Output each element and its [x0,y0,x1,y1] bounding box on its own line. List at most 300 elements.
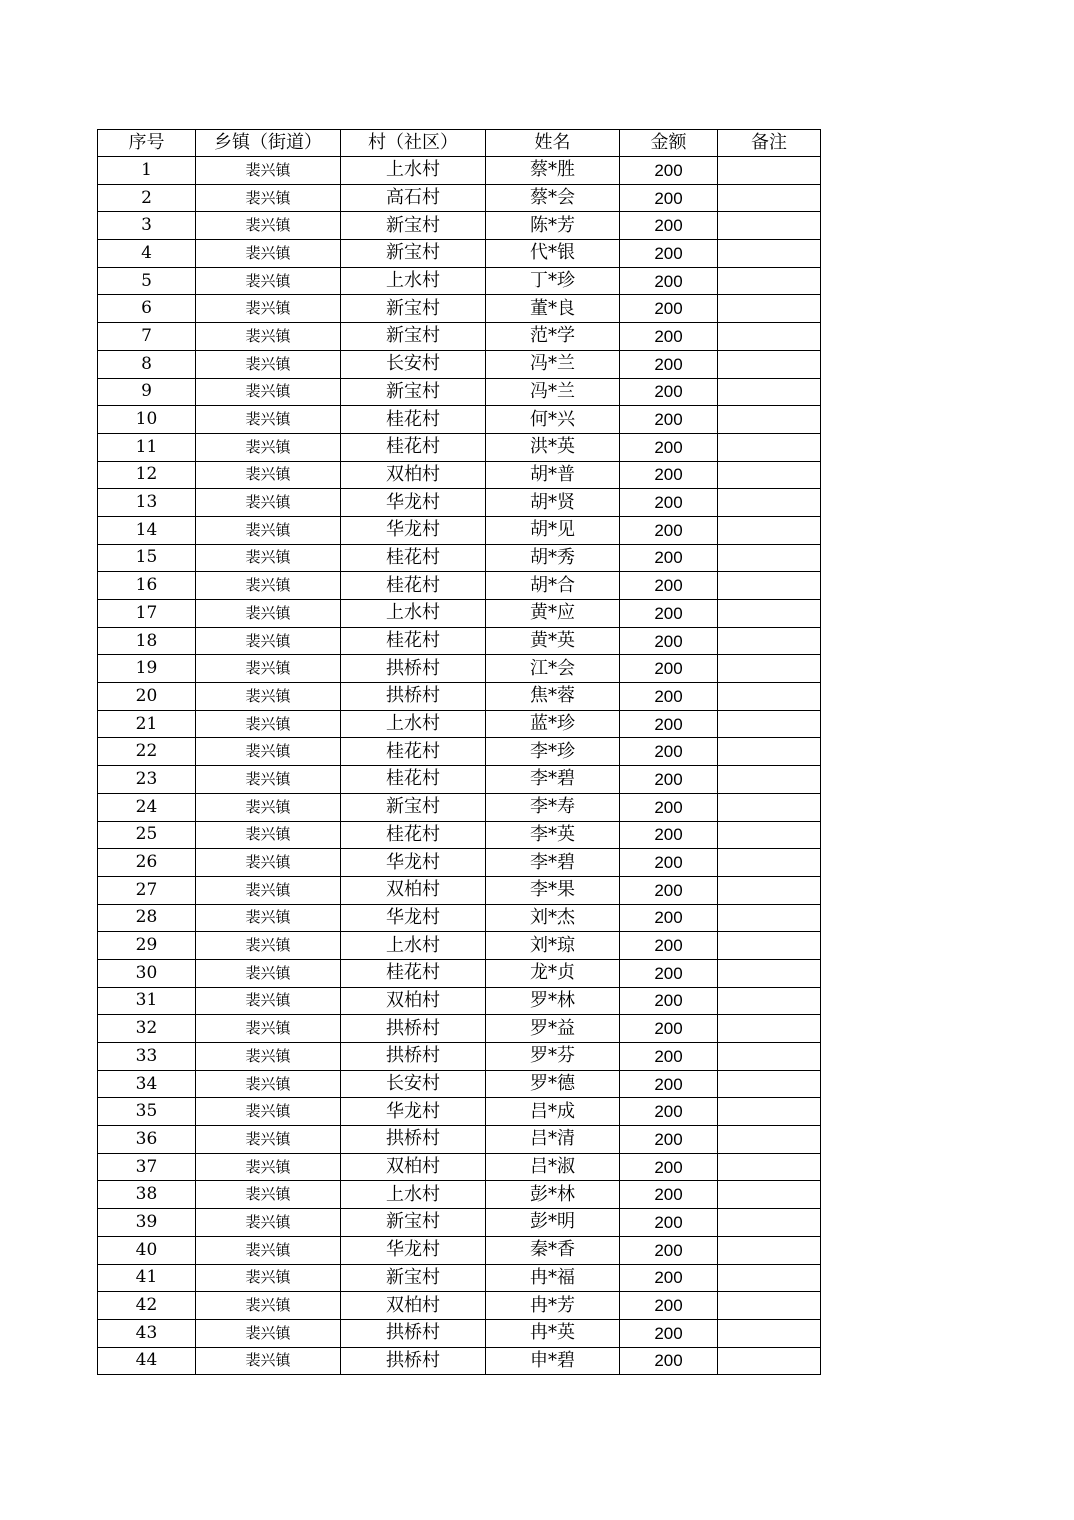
cell-village: 拱桥村 [341,683,486,711]
table-row [98,1319,821,1347]
cell-village: 拱桥村 [341,655,486,683]
cell-village: 桂花村 [341,406,486,434]
cell-name: 陈*芳 [486,212,620,240]
table-row [98,793,821,821]
cell-note [718,600,821,628]
cell-name: 冉*芳 [486,1292,620,1320]
table-row [98,1264,821,1292]
cell-amount: 200 [620,544,718,572]
cell-town: 裴兴镇 [196,1070,341,1098]
cell-town: 裴兴镇 [196,240,341,268]
header-amount: 金额 [620,130,718,157]
cell-seq: 19 [98,655,196,683]
cell-village: 上水村 [341,600,486,628]
cell-village: 拱桥村 [341,1043,486,1071]
table-row [98,378,821,406]
cell-seq: 18 [98,627,196,655]
cell-town: 裴兴镇 [196,184,341,212]
table-row [98,1153,821,1181]
cell-note [718,350,821,378]
cell-note [718,378,821,406]
cell-seq: 11 [98,433,196,461]
cell-amount: 200 [620,323,718,351]
table-header [98,130,821,157]
cell-seq: 12 [98,461,196,489]
cell-amount: 200 [620,600,718,628]
cell-village: 桂花村 [341,738,486,766]
header-name: 姓名 [486,130,620,157]
table-row [98,710,821,738]
cell-seq: 32 [98,1015,196,1043]
cell-seq: 20 [98,683,196,711]
cell-note [718,1209,821,1237]
cell-note [718,1126,821,1154]
cell-village: 华龙村 [341,489,486,517]
cell-name: 胡*普 [486,461,620,489]
cell-seq: 44 [98,1347,196,1375]
cell-amount: 200 [620,1347,718,1375]
cell-name: 李*寿 [486,793,620,821]
cell-note [718,987,821,1015]
table-row [98,433,821,461]
cell-amount: 200 [620,1153,718,1181]
cell-amount: 200 [620,378,718,406]
cell-seq: 7 [98,323,196,351]
cell-village: 拱桥村 [341,1126,486,1154]
table-row [98,323,821,351]
cell-village: 新宝村 [341,793,486,821]
cell-seq: 36 [98,1126,196,1154]
table-row [98,987,821,1015]
cell-name: 焦*蓉 [486,683,620,711]
cell-village: 上水村 [341,1181,486,1209]
table-row [98,876,821,904]
cell-note [718,655,821,683]
cell-note [718,295,821,323]
cell-village: 拱桥村 [341,1347,486,1375]
cell-amount: 200 [620,932,718,960]
table-row [98,1070,821,1098]
cell-note [718,1070,821,1098]
cell-village: 华龙村 [341,1098,486,1126]
cell-note [718,876,821,904]
cell-town: 裴兴镇 [196,876,341,904]
cell-town: 裴兴镇 [196,793,341,821]
cell-seq: 38 [98,1181,196,1209]
cell-seq: 25 [98,821,196,849]
cell-village: 桂花村 [341,959,486,987]
cell-village: 桂花村 [341,433,486,461]
cell-name: 冯*兰 [486,350,620,378]
cell-town: 裴兴镇 [196,627,341,655]
cell-note [718,240,821,268]
cell-seq: 3 [98,212,196,240]
cell-seq: 4 [98,240,196,268]
cell-amount: 200 [620,1015,718,1043]
cell-note [718,323,821,351]
cell-name: 李*碧 [486,849,620,877]
cell-name: 代*银 [486,240,620,268]
cell-seq: 29 [98,932,196,960]
cell-name: 江*会 [486,655,620,683]
cell-name: 黄*英 [486,627,620,655]
cell-note [718,1153,821,1181]
cell-town: 裴兴镇 [196,683,341,711]
table-row [98,1292,821,1320]
header-village: 村（社区） [341,130,486,157]
cell-town: 裴兴镇 [196,323,341,351]
cell-note [718,1015,821,1043]
cell-amount: 200 [620,1292,718,1320]
cell-name: 何*兴 [486,406,620,434]
cell-town: 裴兴镇 [196,1098,341,1126]
cell-town: 裴兴镇 [196,932,341,960]
cell-amount: 200 [620,295,718,323]
table-row [98,766,821,794]
cell-town: 裴兴镇 [196,295,341,323]
table-row [98,184,821,212]
cell-note [718,1098,821,1126]
cell-village: 桂花村 [341,627,486,655]
cell-name: 彭*林 [486,1181,620,1209]
cell-town: 裴兴镇 [196,1015,341,1043]
cell-village: 新宝村 [341,323,486,351]
cell-amount: 200 [620,849,718,877]
data-table [97,129,821,1375]
cell-name: 冯*兰 [486,378,620,406]
cell-amount: 200 [620,240,718,268]
cell-seq: 28 [98,904,196,932]
cell-amount: 200 [620,212,718,240]
cell-name: 刘*琼 [486,932,620,960]
cell-seq: 33 [98,1043,196,1071]
cell-amount: 200 [620,1181,718,1209]
cell-town: 裴兴镇 [196,1181,341,1209]
cell-name: 胡*贤 [486,489,620,517]
table-row [98,627,821,655]
table-row [98,350,821,378]
cell-seq: 10 [98,406,196,434]
cell-note [718,821,821,849]
cell-seq: 31 [98,987,196,1015]
cell-seq: 15 [98,544,196,572]
table-row [98,1347,821,1375]
cell-seq: 30 [98,959,196,987]
cell-amount: 200 [620,959,718,987]
cell-amount: 200 [620,655,718,683]
cell-name: 刘*杰 [486,904,620,932]
cell-village: 华龙村 [341,1236,486,1264]
cell-note [718,406,821,434]
cell-seq: 27 [98,876,196,904]
cell-town: 裴兴镇 [196,1292,341,1320]
cell-seq: 24 [98,793,196,821]
table-row [98,461,821,489]
cell-village: 新宝村 [341,378,486,406]
table-row [98,683,821,711]
cell-note [718,1319,821,1347]
cell-seq: 1 [98,157,196,185]
cell-seq: 35 [98,1098,196,1126]
cell-amount: 200 [620,793,718,821]
table-row [98,572,821,600]
table-row [98,932,821,960]
cell-note [718,212,821,240]
cell-amount: 200 [620,766,718,794]
cell-village: 上水村 [341,710,486,738]
cell-village: 华龙村 [341,849,486,877]
cell-seq: 43 [98,1319,196,1347]
cell-amount: 200 [620,1209,718,1237]
table-row [98,1209,821,1237]
cell-village: 双柏村 [341,876,486,904]
cell-village: 桂花村 [341,544,486,572]
cell-amount: 200 [620,1098,718,1126]
cell-village: 新宝村 [341,295,486,323]
cell-amount: 200 [620,738,718,766]
cell-name: 秦*香 [486,1236,620,1264]
cell-town: 裴兴镇 [196,461,341,489]
table-row [98,157,821,185]
cell-seq: 26 [98,849,196,877]
cell-note [718,544,821,572]
cell-town: 裴兴镇 [196,849,341,877]
header-seq: 序号 [98,130,196,157]
header-row [98,130,821,157]
cell-note [718,516,821,544]
cell-name: 罗*益 [486,1015,620,1043]
cell-note [718,157,821,185]
cell-town: 裴兴镇 [196,600,341,628]
cell-village: 华龙村 [341,904,486,932]
cell-note [718,793,821,821]
table-row [98,489,821,517]
cell-note [718,1292,821,1320]
cell-seq: 22 [98,738,196,766]
cell-name: 李*碧 [486,766,620,794]
cell-amount: 200 [620,821,718,849]
cell-village: 长安村 [341,1070,486,1098]
cell-note [718,738,821,766]
cell-amount: 200 [620,157,718,185]
cell-name: 罗*芬 [486,1043,620,1071]
cell-amount: 200 [620,876,718,904]
cell-seq: 16 [98,572,196,600]
table-row [98,212,821,240]
cell-town: 裴兴镇 [196,1043,341,1071]
cell-note [718,1347,821,1375]
cell-amount: 200 [620,1126,718,1154]
cell-town: 裴兴镇 [196,738,341,766]
cell-note [718,710,821,738]
table-row [98,904,821,932]
cell-amount: 200 [620,710,718,738]
header-note: 备注 [718,130,821,157]
table-row [98,295,821,323]
cell-amount: 200 [620,1070,718,1098]
cell-seq: 40 [98,1236,196,1264]
cell-village: 双柏村 [341,1292,486,1320]
cell-amount: 200 [620,683,718,711]
cell-note [718,184,821,212]
cell-note [718,932,821,960]
cell-town: 裴兴镇 [196,1209,341,1237]
cell-name: 胡*合 [486,572,620,600]
cell-amount: 200 [620,904,718,932]
table-row [98,516,821,544]
cell-amount: 200 [620,1043,718,1071]
cell-amount: 200 [620,350,718,378]
cell-town: 裴兴镇 [196,1347,341,1375]
cell-amount: 200 [620,406,718,434]
cell-note [718,489,821,517]
cell-village: 双柏村 [341,987,486,1015]
cell-note [718,1043,821,1071]
cell-village: 高石村 [341,184,486,212]
cell-village: 桂花村 [341,572,486,600]
table-row [98,600,821,628]
cell-town: 裴兴镇 [196,1236,341,1264]
cell-name: 胡*见 [486,516,620,544]
cell-name: 董*良 [486,295,620,323]
cell-name: 范*学 [486,323,620,351]
table-row [98,406,821,434]
cell-name: 蔡*胜 [486,157,620,185]
cell-village: 上水村 [341,267,486,295]
cell-amount: 200 [620,516,718,544]
cell-seq: 2 [98,184,196,212]
cell-seq: 5 [98,267,196,295]
cell-name: 冉*福 [486,1264,620,1292]
cell-seq: 17 [98,600,196,628]
cell-name: 龙*贞 [486,959,620,987]
cell-amount: 200 [620,1264,718,1292]
table-row [98,1236,821,1264]
cell-note [718,1181,821,1209]
cell-town: 裴兴镇 [196,544,341,572]
cell-seq: 8 [98,350,196,378]
cell-name: 罗*德 [486,1070,620,1098]
cell-seq: 14 [98,516,196,544]
table-row [98,544,821,572]
cell-village: 新宝村 [341,240,486,268]
cell-town: 裴兴镇 [196,766,341,794]
cell-seq: 21 [98,710,196,738]
cell-village: 新宝村 [341,1209,486,1237]
cell-town: 裴兴镇 [196,1153,341,1181]
header-town: 乡镇（街道） [196,130,341,157]
cell-village: 上水村 [341,157,486,185]
cell-name: 李*英 [486,821,620,849]
cell-amount: 200 [620,1236,718,1264]
table-row [98,1043,821,1071]
cell-town: 裴兴镇 [196,572,341,600]
cell-amount: 200 [620,987,718,1015]
cell-town: 裴兴镇 [196,1264,341,1292]
cell-village: 长安村 [341,350,486,378]
cell-seq: 34 [98,1070,196,1098]
cell-seq: 6 [98,295,196,323]
cell-name: 黄*应 [486,600,620,628]
cell-name: 李*珍 [486,738,620,766]
table-row [98,267,821,295]
cell-town: 裴兴镇 [196,710,341,738]
cell-amount: 200 [620,572,718,600]
cell-seq: 41 [98,1264,196,1292]
cell-name: 吕*清 [486,1126,620,1154]
cell-town: 裴兴镇 [196,821,341,849]
table-row [98,1181,821,1209]
cell-village: 新宝村 [341,1264,486,1292]
cell-name: 吕*淑 [486,1153,620,1181]
cell-amount: 200 [620,1319,718,1347]
cell-name: 冉*英 [486,1319,620,1347]
cell-amount: 200 [620,267,718,295]
cell-village: 拱桥村 [341,1319,486,1347]
cell-village: 双柏村 [341,461,486,489]
cell-village: 桂花村 [341,821,486,849]
cell-town: 裴兴镇 [196,1126,341,1154]
cell-amount: 200 [620,489,718,517]
cell-town: 裴兴镇 [196,433,341,461]
cell-town: 裴兴镇 [196,904,341,932]
cell-seq: 39 [98,1209,196,1237]
cell-village: 双柏村 [341,1153,486,1181]
cell-name: 蓝*珍 [486,710,620,738]
cell-note [718,849,821,877]
cell-note [718,572,821,600]
table-body [98,157,821,1375]
cell-seq: 23 [98,766,196,794]
cell-amount: 200 [620,627,718,655]
cell-name: 吕*成 [486,1098,620,1126]
table-row [98,1126,821,1154]
table-row [98,959,821,987]
cell-town: 裴兴镇 [196,378,341,406]
cell-seq: 13 [98,489,196,517]
cell-note [718,683,821,711]
cell-name: 胡*秀 [486,544,620,572]
cell-town: 裴兴镇 [196,516,341,544]
cell-name: 彭*明 [486,1209,620,1237]
cell-name: 丁*珍 [486,267,620,295]
cell-note [718,433,821,461]
cell-village: 上水村 [341,932,486,960]
cell-note [718,959,821,987]
cell-village: 新宝村 [341,212,486,240]
cell-town: 裴兴镇 [196,655,341,683]
cell-town: 裴兴镇 [196,157,341,185]
cell-amount: 200 [620,184,718,212]
cell-name: 洪*英 [486,433,620,461]
table-row [98,1015,821,1043]
cell-town: 裴兴镇 [196,350,341,378]
cell-town: 裴兴镇 [196,987,341,1015]
cell-note [718,766,821,794]
cell-town: 裴兴镇 [196,212,341,240]
cell-village: 桂花村 [341,766,486,794]
cell-village: 华龙村 [341,516,486,544]
cell-name: 蔡*会 [486,184,620,212]
table-row [98,1098,821,1126]
cell-note [718,1236,821,1264]
table-row [98,821,821,849]
table-row [98,240,821,268]
table-row [98,849,821,877]
cell-note [718,627,821,655]
cell-town: 裴兴镇 [196,406,341,434]
cell-note [718,904,821,932]
